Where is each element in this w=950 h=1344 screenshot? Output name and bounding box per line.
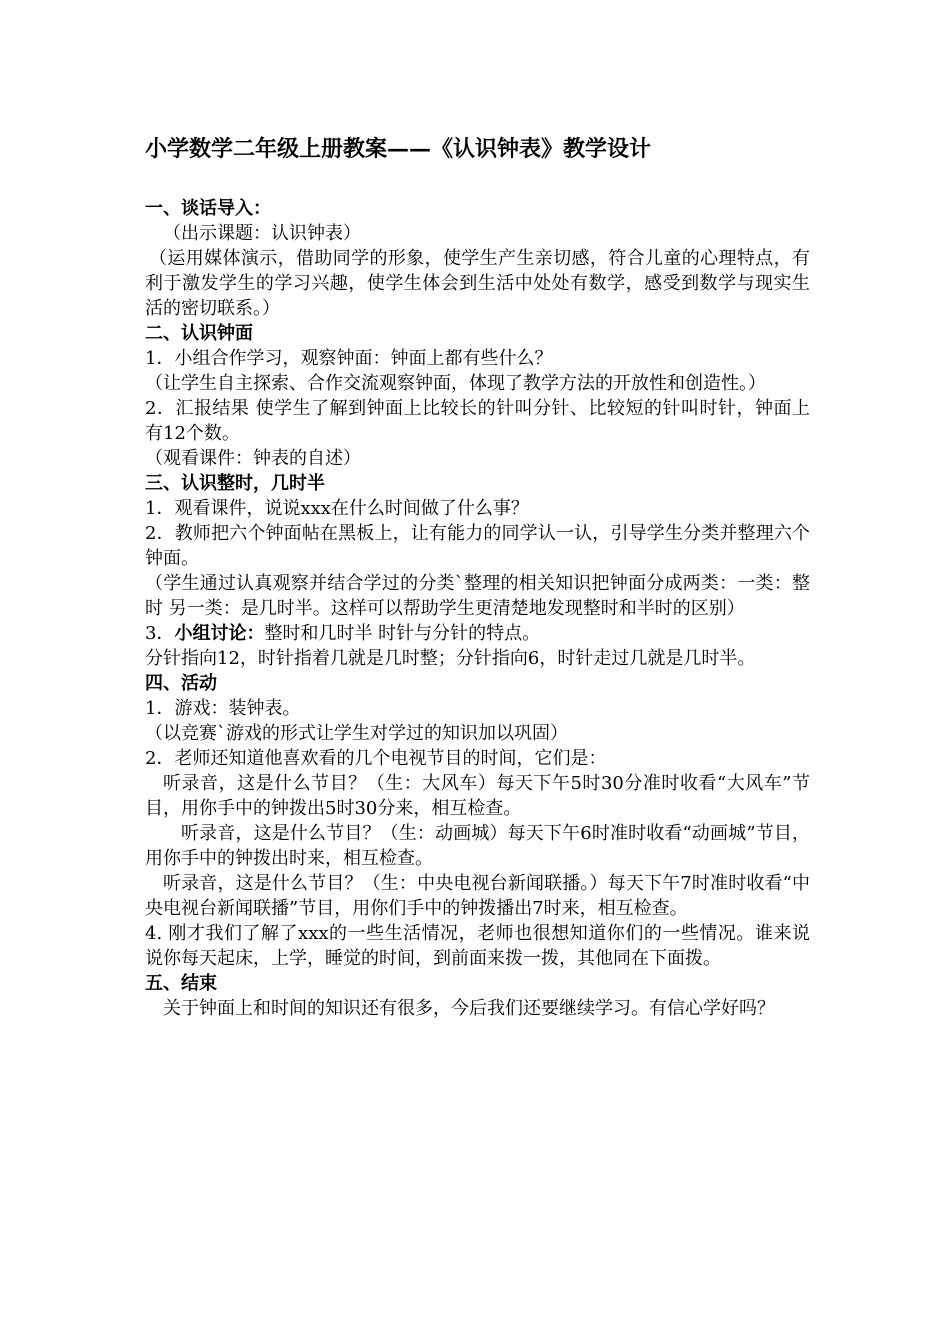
section-3-para-5: 分针指向12，时针指着几就是几时整；分针指向6，时针走过几就是几时半。 — [145, 648, 756, 669]
section-4-para-1: 1．游戏：装钟表。 — [145, 698, 301, 719]
section-4-para-7: 4. 刚才我们了解了xxx的一些生活情况，老师也很想知道你们的一些情况。谁来说说你每天起床，上学，睡觉的时间，到前面来拨一拨，其他同在下面拨。 — [145, 923, 810, 969]
section-1-heading: 一、谈话导入： — [145, 198, 271, 219]
section-2-para-2: （让学生自主探索、合作交流观察钟面，体现了教学方法的开放性和创造性。） — [145, 373, 766, 394]
section-4-heading: 四、活动 — [145, 673, 217, 694]
document-page — [145, 132, 810, 1021]
section-1-para-1: （出示课题：认识钟表） — [163, 223, 361, 244]
section-4-para-3: 2．老师还知道他喜欢看的几个电视节目的时间，它们是： — [145, 748, 607, 769]
section-4-para-6: 听录音，这是什么节目？（生：中央电视台新闻联播。）每天下午7时准时收看“中央电视台新闻联播”节目，用你们手中的钟拨播出7时来，相互检查。 — [145, 873, 810, 919]
section-5-heading: 五、结束 — [145, 973, 217, 994]
section-4-para-5: 听录音，这是什么节目？（生：动画城）每天下午6时准时收看“动画城”节目，用你手中的钟拨出时来，相互检查。 — [145, 823, 810, 869]
section-3-para-3: （学生通过认真观察并结合学过的分类`整理的相关知识把钟面分成两类：一类：整时 另一类：是几时半。这样可以帮助学生更清楚地发现整时和半时的区别） — [145, 573, 810, 619]
section-2-para-1: 1．小组合作学习，观察钟面：钟面上都有些什么？ — [145, 348, 553, 369]
section-2-para-3: 2．汇报结果 使学生了解到钟面上比较长的针叫分针、比较短的针叫时针，钟面上有12个数。 — [145, 398, 810, 444]
section-4-para-2: （以竞赛`游戏的形式让学生对学过的知识加以巩固） — [145, 723, 568, 744]
section-2-heading: 二、认识钟面 — [145, 323, 253, 344]
section-3-para-1: 1．观看课件，说说xxx在什么时间做了什么事？ — [145, 498, 529, 519]
section-3-para-2: 2．教师把六个钟面帖在黑板上，让有能力的同学认一认，引导学生分类并整理六个钟面。 — [145, 523, 810, 569]
section-4-para-4: 听录音，这是什么节目？（生：大风车）每天下午5时30分准时收看“大风车”节目，用你手中的钟拨出5时30分来，相互检查。 — [145, 773, 810, 819]
section-3-para-4-bold: 小组讨论： — [174, 623, 265, 644]
section-5-para-1: 关于钟面上和时间的知识还有很多，今后我们还要继续学习。有信心学好吗？ — [163, 998, 775, 1019]
section-3-para-4 — [145, 621, 810, 646]
section-3-para-4-lead: 3． — [145, 623, 175, 644]
section-3-heading: 三、认识整时，几时半 — [145, 473, 325, 494]
document-title: 小学数学二年级上册教案——《认识钟表》教学设计 — [145, 136, 652, 162]
section-3-para-4-rest: 整时和几时半 时针与分针的特点。 — [264, 623, 541, 644]
section-1-para-2: （运用媒体演示，借助同学的形象，使学生产生亲切感，符合儿童的心理特点，有利于激发学生的学习兴趣，使学生体会到生活中处处有数学，感受到数学与现实生活的密切联系。） — [145, 248, 810, 319]
section-2-para-4: （观看课件：钟表的自述） — [145, 448, 361, 469]
